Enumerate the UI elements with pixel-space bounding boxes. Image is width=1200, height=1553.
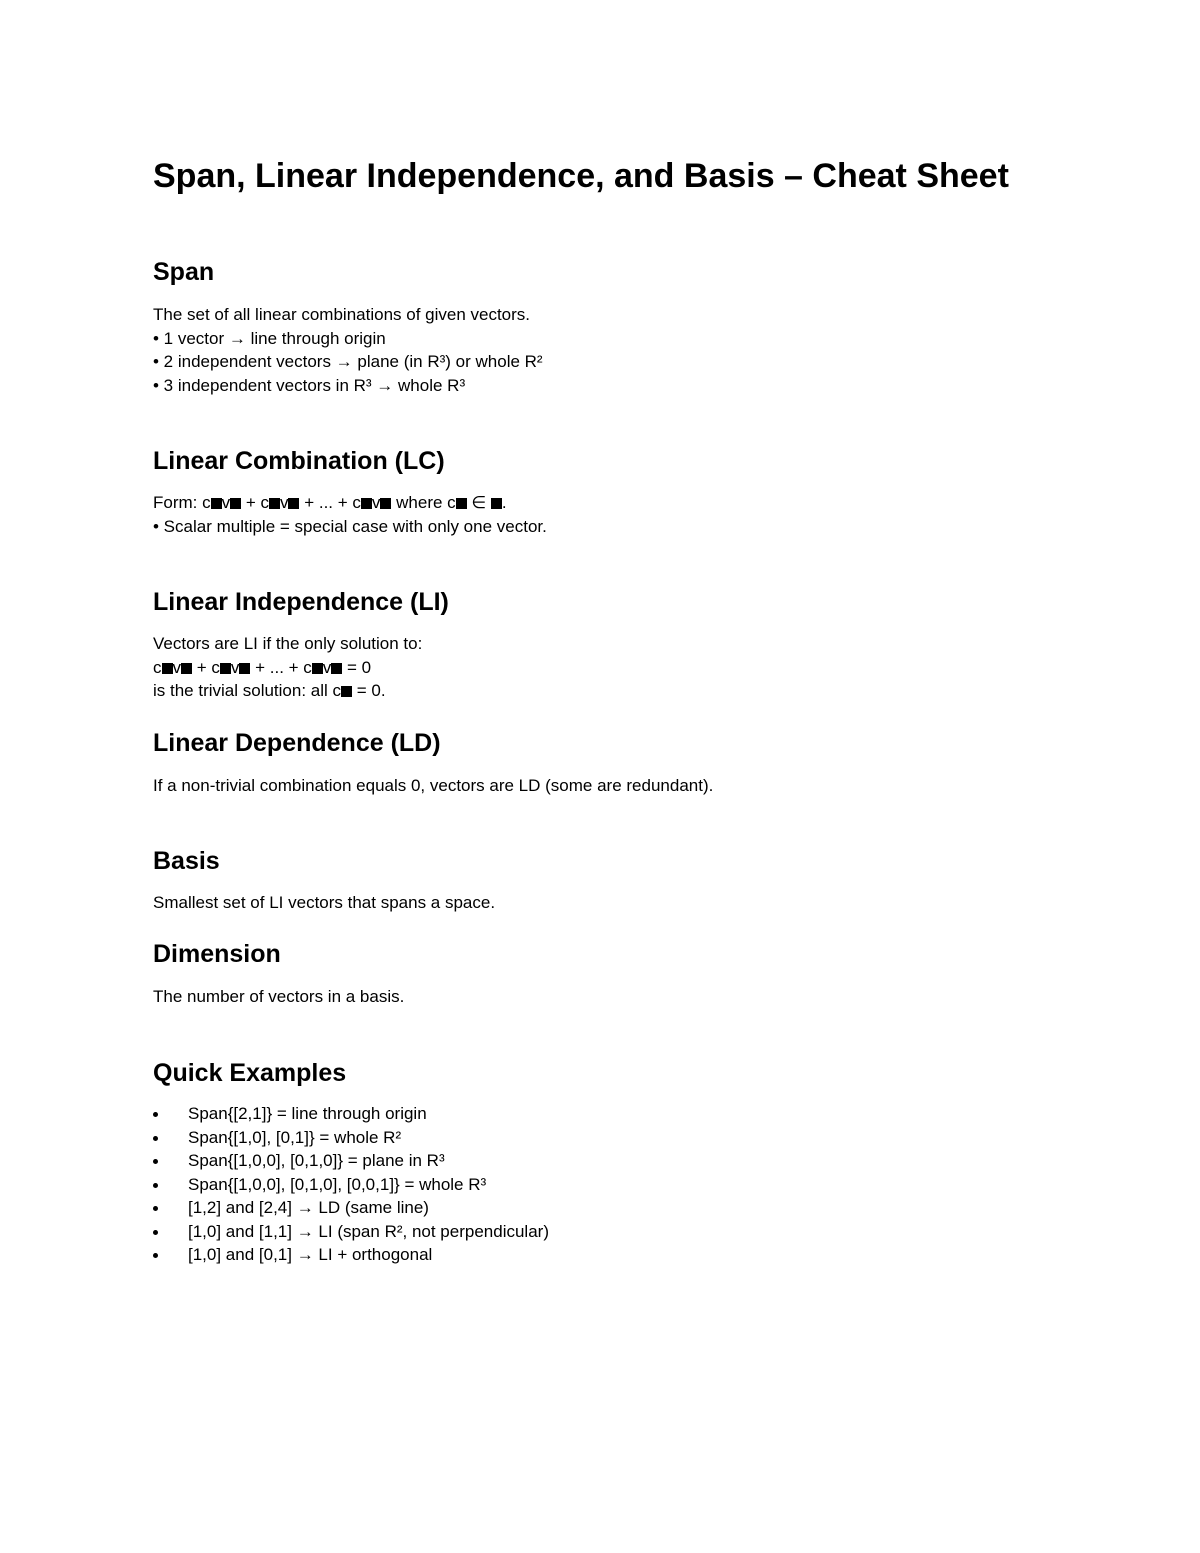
missing-glyph-box [331, 663, 342, 674]
example-text: [1,0] and [0,1] → LI + orthogonal [188, 1245, 433, 1264]
li-eq-text: v [172, 657, 181, 677]
dimension-body [153, 985, 404, 1009]
list-item [153, 1173, 549, 1197]
bullet-icon [153, 1159, 158, 1164]
lc-form-text: Form: c [153, 493, 211, 512]
list-item [153, 1126, 549, 1150]
missing-glyph-box [361, 498, 372, 509]
example-text: Span{[1,0,0], [0,1,0]} = plane in R³ [188, 1151, 445, 1170]
basis-body [153, 891, 495, 915]
bullet-icon [153, 1253, 158, 1258]
lc-form-text: v [279, 493, 289, 512]
li-eq-text: v [322, 657, 332, 677]
example-text: [1,0] and [1,1] → LI (span R², not perpendicular) [188, 1221, 549, 1241]
lc-form-text: + c [241, 493, 269, 512]
lc-body [153, 491, 547, 538]
heading-quick-examples: Quick Examples [153, 1059, 347, 1087]
li-body [153, 632, 422, 703]
li-line: Vectors are LI if the only solution to: [153, 634, 423, 653]
heading-basis: Basis [153, 847, 220, 875]
heading-dimension: Dimension [153, 940, 281, 968]
span-line: • 1 vector → line through origin [153, 328, 386, 348]
missing-glyph-box [341, 686, 352, 697]
list-item [153, 1220, 549, 1244]
bullet-icon [153, 1112, 158, 1117]
lc-form-text: ∈ [466, 493, 491, 512]
li-eq-text: c [153, 657, 162, 677]
li-eq-text: = 0 [342, 657, 372, 677]
lc-form-line [153, 491, 547, 515]
missing-glyph-box [239, 663, 250, 674]
bullet-icon [153, 1230, 158, 1235]
heading-linear-independence: Linear Independence (LI) [153, 588, 449, 616]
missing-glyph-box [456, 498, 467, 509]
missing-glyph-box [220, 663, 231, 674]
li-eq-text: + ... + c [250, 657, 312, 677]
ld-body [153, 774, 713, 798]
missing-glyph-box [211, 498, 222, 509]
missing-glyph-box [288, 498, 299, 509]
page-title: Span, Linear Independence, and Basis – Cheat Sheet [153, 157, 1009, 195]
list-item [153, 1102, 549, 1126]
basis-line: Smallest set of LI vectors that spans a space. [153, 893, 496, 912]
example-text: [1,2] and [2,4] → LD (same line) [188, 1198, 429, 1217]
dimension-line: The number of vectors in a basis. [153, 987, 405, 1006]
missing-glyph-box [312, 663, 323, 674]
lc-form-text: v [371, 493, 381, 512]
li-eq-text: v [230, 657, 240, 677]
li-equation-line [153, 656, 422, 680]
span-line: • 3 independent vectors in R³ → whole R³ [153, 375, 466, 395]
example-text: Span{[1,0,0], [0,1,0], [0,0,1]} = whole R³ [188, 1174, 487, 1194]
li-eq-text: + c [192, 657, 220, 677]
span-body [153, 303, 543, 397]
li-trivial-text: = 0. [352, 681, 386, 700]
heading-linear-combination: Linear Combination (LC) [153, 447, 445, 475]
missing-glyph-box [230, 498, 241, 509]
examples-list [153, 1102, 549, 1267]
missing-glyph-box [181, 663, 192, 674]
bullet-icon [153, 1183, 158, 1188]
list-item [153, 1243, 549, 1267]
heading-linear-dependence: Linear Dependence (LD) [153, 729, 441, 757]
missing-glyph-box [380, 498, 391, 509]
lc-line: • Scalar multiple = special case with only one vector. [153, 516, 547, 536]
span-line: The set of all linear combinations of given vectors. [153, 305, 531, 324]
lc-form-text: + ... + c [299, 493, 361, 512]
li-trivial-text: is the trivial solution: all c [153, 681, 342, 700]
list-item [153, 1196, 549, 1220]
missing-glyph-box [162, 663, 173, 674]
lc-form-text: . [501, 493, 507, 512]
li-trivial-line [153, 679, 422, 703]
missing-glyph-box [491, 498, 502, 509]
bullet-icon [153, 1206, 158, 1211]
span-line: • 2 independent vectors → plane (in R³) or whole R² [153, 352, 543, 371]
lc-form-text: v [221, 493, 231, 512]
heading-span: Span [153, 258, 215, 286]
lc-form-text: where c [391, 493, 456, 512]
list-item [153, 1149, 549, 1173]
example-text: Span{[1,0], [0,1]} = whole R² [188, 1127, 402, 1147]
ld-line: If a non-trivial combination equals 0, vectors are LD (some are redundant). [153, 776, 714, 795]
bullet-icon [153, 1136, 158, 1141]
missing-glyph-box [269, 498, 280, 509]
example-text: Span{[2,1]} = line through origin [188, 1104, 427, 1123]
